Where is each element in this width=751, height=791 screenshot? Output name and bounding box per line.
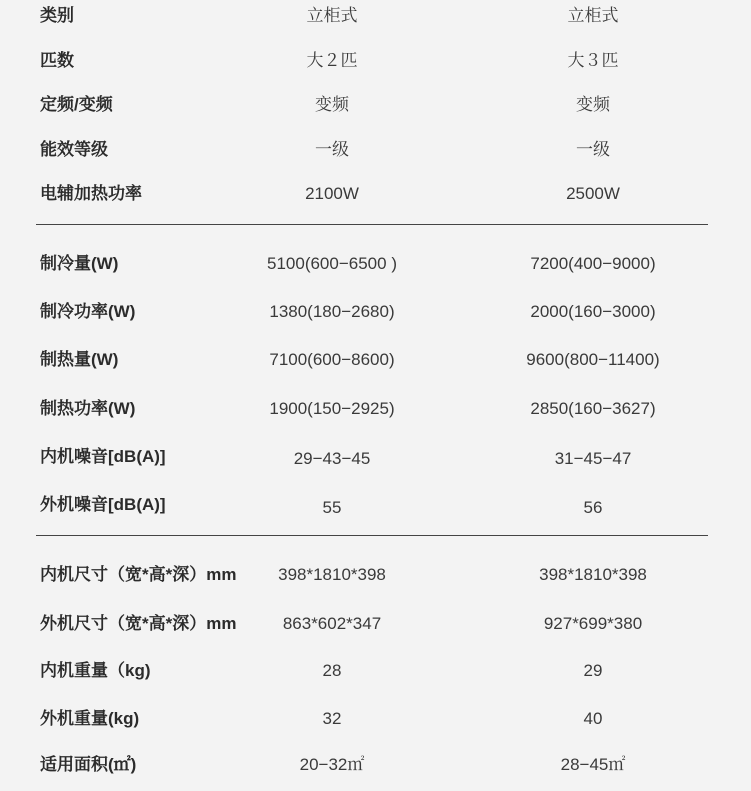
spec-label: 制冷量(W) xyxy=(40,254,119,273)
spec-row-heating-power xyxy=(0,394,751,424)
spec-label: 类别 xyxy=(40,6,74,25)
spec-label: 适用面积(㎡) xyxy=(40,755,137,774)
spec-value-model-2: 2500W xyxy=(566,184,620,203)
spec-value-model-2: 立柜式 xyxy=(567,6,619,25)
spec-value-model-2: 28−45㎡ xyxy=(560,755,626,774)
spec-value-model-1: 立柜式 xyxy=(306,6,358,25)
spec-label: 制冷功率(W) xyxy=(40,302,136,321)
spec-value-model-2: 398*1810*398 xyxy=(539,565,647,584)
spec-label: 制热量(W) xyxy=(40,350,119,369)
spec-label: 匹数 xyxy=(40,51,74,70)
spec-label: 内机噪音[dB(A)] xyxy=(40,447,166,466)
spec-value-model-1: 398*1810*398 xyxy=(278,565,386,584)
spec-row-indoor-dimensions xyxy=(0,560,751,590)
spec-value-model-2: 9600(800−11400) xyxy=(526,350,660,369)
spec-value-model-1: 28 xyxy=(322,661,342,680)
spec-value-model-2: 40 xyxy=(583,709,603,728)
spec-value-model-1: 5100(600−6500 ) xyxy=(267,254,397,273)
spec-row-indoor-weight xyxy=(0,656,751,686)
spec-row-indoor-noise xyxy=(0,442,751,472)
spec-label: 定频/变频 xyxy=(40,95,113,114)
spec-value-model-2: 927*699*380 xyxy=(543,614,643,633)
spec-value-model-1: 32 xyxy=(322,709,342,728)
spec-value-model-1: 7100(600−8600) xyxy=(269,350,395,369)
spec-value-model-1: 55 xyxy=(322,498,342,517)
spec-value-model-1: 29−43−45 xyxy=(293,449,371,468)
spec-label: 内机重量（kg) xyxy=(40,661,151,680)
spec-row-outdoor-weight xyxy=(0,704,751,734)
spec-row-outdoor-noise xyxy=(0,490,751,520)
spec-label: 外机重量(kg) xyxy=(40,709,140,728)
spec-value-model-2: 7200(400−9000) xyxy=(530,254,656,273)
spec-row-cooling-capacity xyxy=(0,249,751,279)
spec-value-model-2: 2000(160−3000) xyxy=(530,302,656,321)
spec-value-model-1: 变频 xyxy=(315,95,349,114)
spec-value-model-1: 2100W xyxy=(305,184,359,203)
spec-label: 制热功率(W) xyxy=(40,399,136,418)
section-divider xyxy=(36,224,708,225)
spec-value-model-1: 1380(180−2680) xyxy=(269,302,395,321)
spec-row-outdoor-dimensions xyxy=(0,609,751,639)
spec-row-horsepower xyxy=(0,46,751,76)
spec-value-model-1: 1900(150−2925) xyxy=(269,399,395,418)
spec-row-heating-capacity xyxy=(0,345,751,375)
spec-value-model-1: 大２匹 xyxy=(306,51,358,70)
spec-value-model-1: 一级 xyxy=(315,140,349,159)
section-divider xyxy=(36,535,708,536)
spec-row-aux-heating-power xyxy=(0,179,751,209)
spec-label: 外机噪音[dB(A)] xyxy=(40,495,166,514)
spec-value-model-2: 变频 xyxy=(576,95,610,114)
spec-value-model-2: 31−45−47 xyxy=(554,449,632,468)
spec-value-model-2: 29 xyxy=(583,661,603,680)
spec-label: 外机尺寸（宽*高*深）mm xyxy=(40,614,237,633)
spec-label: 内机尺寸（宽*高*深）mm xyxy=(40,565,237,584)
spec-label: 电辅加热功率 xyxy=(40,184,142,203)
spec-row-frequency-type xyxy=(0,90,751,120)
spec-label: 能效等级 xyxy=(40,140,108,159)
spec-row-applicable-area xyxy=(0,750,751,780)
spec-value-model-2: 2850(160−3627) xyxy=(530,399,656,418)
spec-value-model-2: 56 xyxy=(583,498,603,517)
spec-value-model-1: 20−32㎡ xyxy=(299,755,365,774)
spec-value-model-2: 一级 xyxy=(576,140,610,159)
spec-row-energy-grade xyxy=(0,135,751,165)
spec-value-model-1: 863*602*347 xyxy=(282,614,382,633)
spec-row-category xyxy=(0,1,751,31)
spec-value-model-2: 大３匹 xyxy=(567,51,619,70)
spec-row-cooling-power xyxy=(0,297,751,327)
